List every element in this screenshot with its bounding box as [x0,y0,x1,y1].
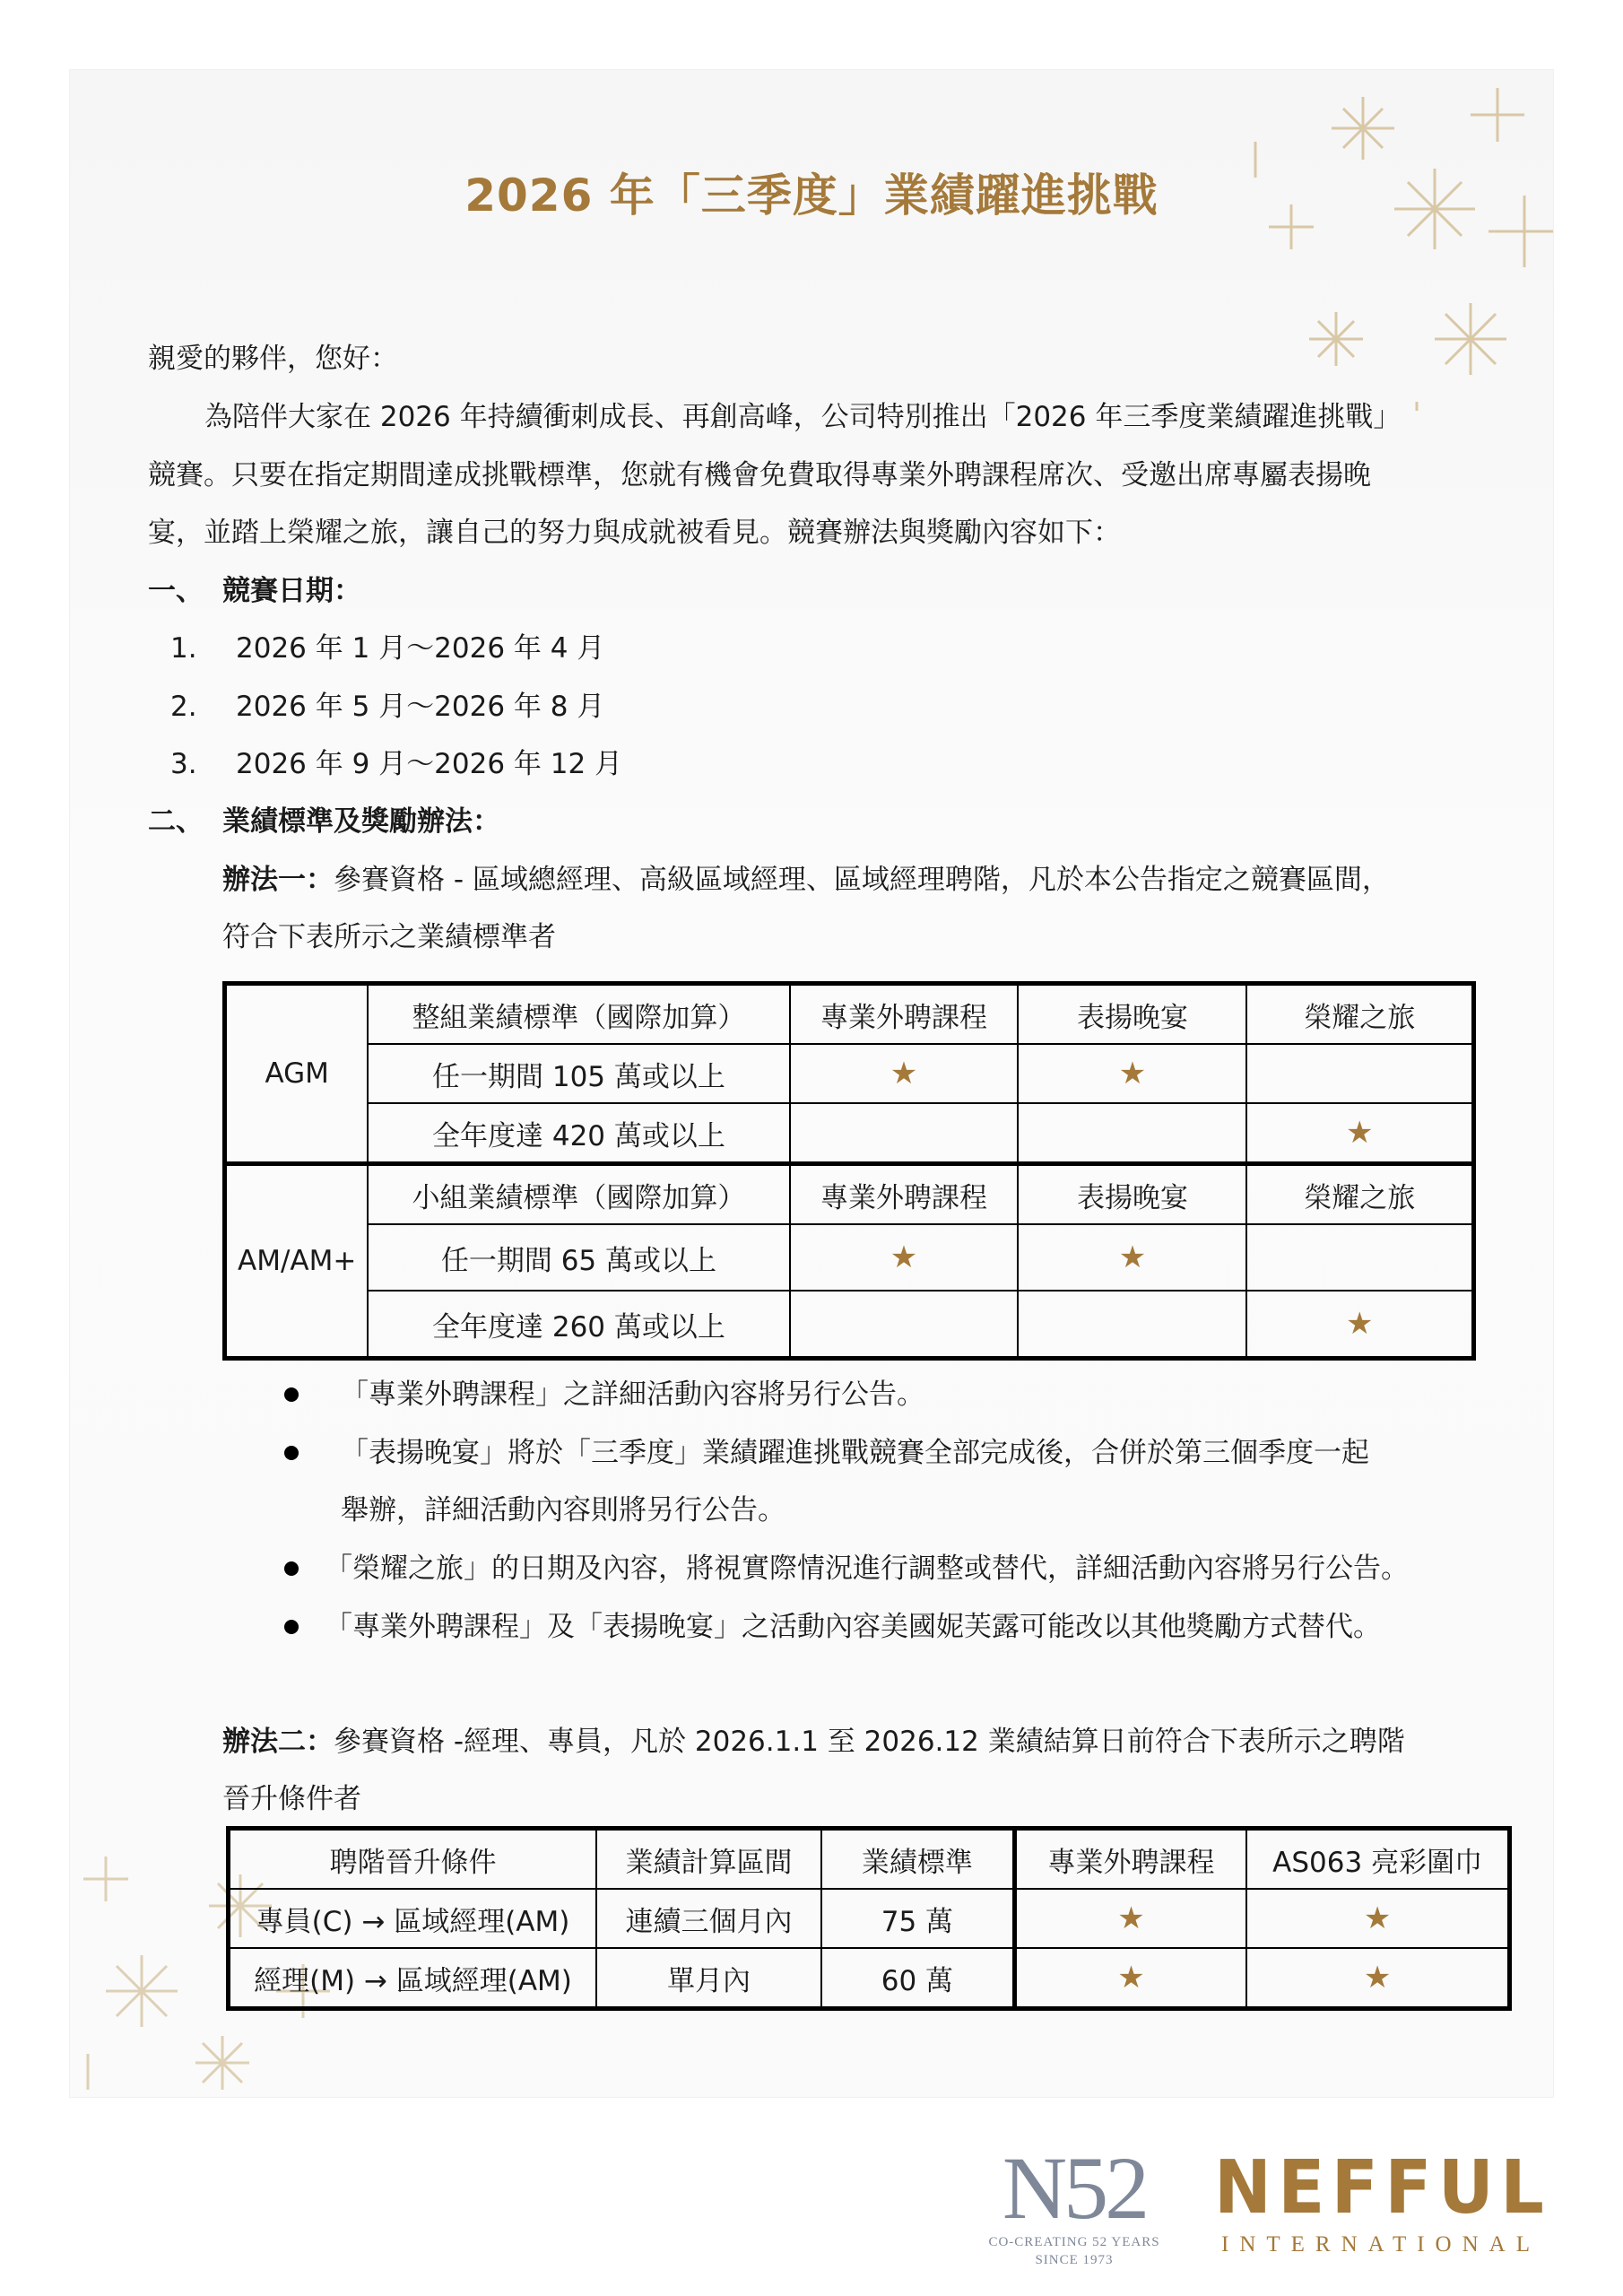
greeting: 親愛的夥伴，您好： [148,343,398,375]
decorative-sparkle-pattern-top [1237,70,1553,411]
period-1-number: 1. [170,632,197,665]
method-2-line-2: 晉升條件者 [222,1783,361,1815]
standard-cell: 任一期間 65 萬或以上 [368,1224,789,1291]
role-cell-am: AM/AM+ [225,1164,369,1359]
note-2-continued: 舉辦，詳細活動內容則將另行公告。 [341,1494,785,1526]
method-1-line-1 [222,862,1390,898]
period-3-text: 2026 年 9 月～2026 年 12 月 [236,748,623,780]
n52-logo-since: SINCE 1973 [1035,2253,1114,2267]
star-icon: ★ [1018,1224,1246,1291]
section-2-heading: 業績標準及獎勵辦法： [222,805,500,838]
n52-logo-mark: N52 [1002,2138,1147,2238]
empty-cell [1246,1224,1473,1291]
note-1: 「專業外聘課程」之詳細活動內容將另行公告。 [341,1378,924,1411]
empty-cell [790,1103,1019,1164]
header-cell: 專業外聘課程 [1014,1829,1246,1890]
empty-cell [1018,1291,1246,1359]
bullet-icon [284,1387,299,1402]
header-cell: 整組業績標準（國際加算） [368,984,789,1045]
period-1-text: 2026 年 1 月～2026 年 4 月 [236,632,605,665]
table-row [225,1291,1474,1359]
bullet-icon [284,1620,299,1634]
star-icon: ★ [1014,1948,1246,2009]
note-3: 「榮耀之旅」的日期及內容，將視實際情況進行調整或替代，詳細活動內容將另行公告。 [325,1552,1409,1585]
section-1-heading: 競賽日期： [222,575,361,607]
role-cell-agm: AGM [225,984,369,1164]
table-row [225,1044,1474,1103]
bullet-icon [284,1561,299,1576]
note-4: 「專業外聘課程」及「表揚晚宴」之活動內容美國妮芙露可能改以其他獎勵方式替代。 [325,1611,1381,1643]
star-icon: ★ [1246,1103,1473,1164]
method-1-line-2: 符合下表所示之業績標準者 [222,921,556,953]
empty-cell [1246,1044,1473,1103]
star-icon: ★ [1018,1044,1246,1103]
nefful-logo [1202,2145,1560,2257]
empty-cell [1018,1103,1246,1164]
standard-cell: 60 萬 [821,1948,1014,2009]
header-cell: AS063 亮彩圍巾 [1246,1829,1509,1890]
table-row [225,1164,1474,1225]
star-icon: ★ [1246,1948,1509,2009]
star-icon: ★ [790,1224,1019,1291]
method-1-eligibility: 參賽資格 - 區域總經理、高級區域經理、區域經理聘階，凡於本公告指定之競賽區間， [334,864,1390,896]
star-icon: ★ [790,1044,1019,1103]
empty-cell [790,1291,1019,1359]
header-cell: 業績計算區間 [596,1829,821,1890]
standard-cell: 全年度達 420 萬或以上 [368,1103,789,1164]
section-1-number: 一、 [148,575,204,607]
table-row [225,1103,1474,1164]
period-cell: 單月內 [596,1948,821,2009]
header-cell: 專業外聘課程 [790,984,1019,1045]
header-cell: 榮耀之旅 [1246,1164,1473,1225]
header-cell: 業績標準 [821,1829,1014,1890]
page-title: 2026 年「三季度」業績躍進挑戰 [464,170,1159,222]
header-cell: 專業外聘課程 [790,1164,1019,1225]
period-3-number: 3. [170,748,197,780]
table-row [229,1829,1510,1890]
standard-cell: 任一期間 105 萬或以上 [368,1044,789,1103]
table-2-promotion-rewards [226,1826,1512,2011]
header-cell: 表揚晚宴 [1018,984,1246,1045]
intro-line-1: 為陪伴大家在 2026 年持續衝刺成長、再創高峰，公司特別推出「2026 年三季度業績躍進挑戰」 [204,401,1402,433]
table-row [229,1889,1510,1948]
method-2-line-1 [222,1724,1405,1760]
table-row [225,984,1474,1045]
header-cell: 小組業績標準（國際加算） [368,1164,789,1225]
bullet-icon [284,1446,299,1460]
header-cell: 表揚晚宴 [1018,1164,1246,1225]
method-2-eligibility: 參賽資格 -經理、專員，凡於 2026.1.1 至 2026.12 業績結算日前符合下表所示之聘階 [334,1726,1405,1758]
method-2-label: 辦法二： [222,1726,334,1758]
promotion-cell: 經理(M) → 區域經理(AM) [229,1948,597,2009]
standard-cell: 75 萬 [821,1889,1014,1948]
promotion-cell: 專員(C) → 區域經理(AM) [229,1889,597,1948]
intro-line-3: 宴，並踏上榮耀之旅，讓自己的努力與成就被看見。競賽辦法與獎勵內容如下： [148,517,1121,549]
nefful-logo-subtitle: INTERNATIONAL [1221,2232,1541,2257]
n52-logo [985,2138,1164,2269]
star-icon: ★ [1014,1889,1246,1948]
intro-line-2: 競賽。只要在指定期間達成挑戰標準，您就有機會免費取得專業外聘課程席次、受邀出席專屬表揚晚 [148,459,1371,491]
period-2-number: 2. [170,691,197,723]
n52-logo-tagline: CO-CREATING 52 YEARS [988,2235,1160,2249]
star-icon: ★ [1246,1291,1473,1359]
header-cell: 榮耀之旅 [1246,984,1473,1045]
nefful-logo-mark: NEFFUL [1214,2145,1551,2231]
header-cell: 聘階晉升條件 [229,1829,597,1890]
method-1-label: 辦法一： [222,864,334,896]
period-2-text: 2026 年 5 月～2026 年 8 月 [236,691,605,723]
star-icon: ★ [1246,1889,1509,1948]
standard-cell: 全年度達 260 萬或以上 [368,1291,789,1359]
table-row [229,1948,1510,2009]
table-1-performance-standards [222,981,1476,1361]
section-2-number: 二、 [148,805,204,838]
period-cell: 連續三個月內 [596,1889,821,1948]
table-row [225,1224,1474,1291]
note-2: 「表揚晚宴」將於「三季度」業績躍進挑戰競賽全部完成後，合併於第三個季度一起 [341,1437,1369,1469]
